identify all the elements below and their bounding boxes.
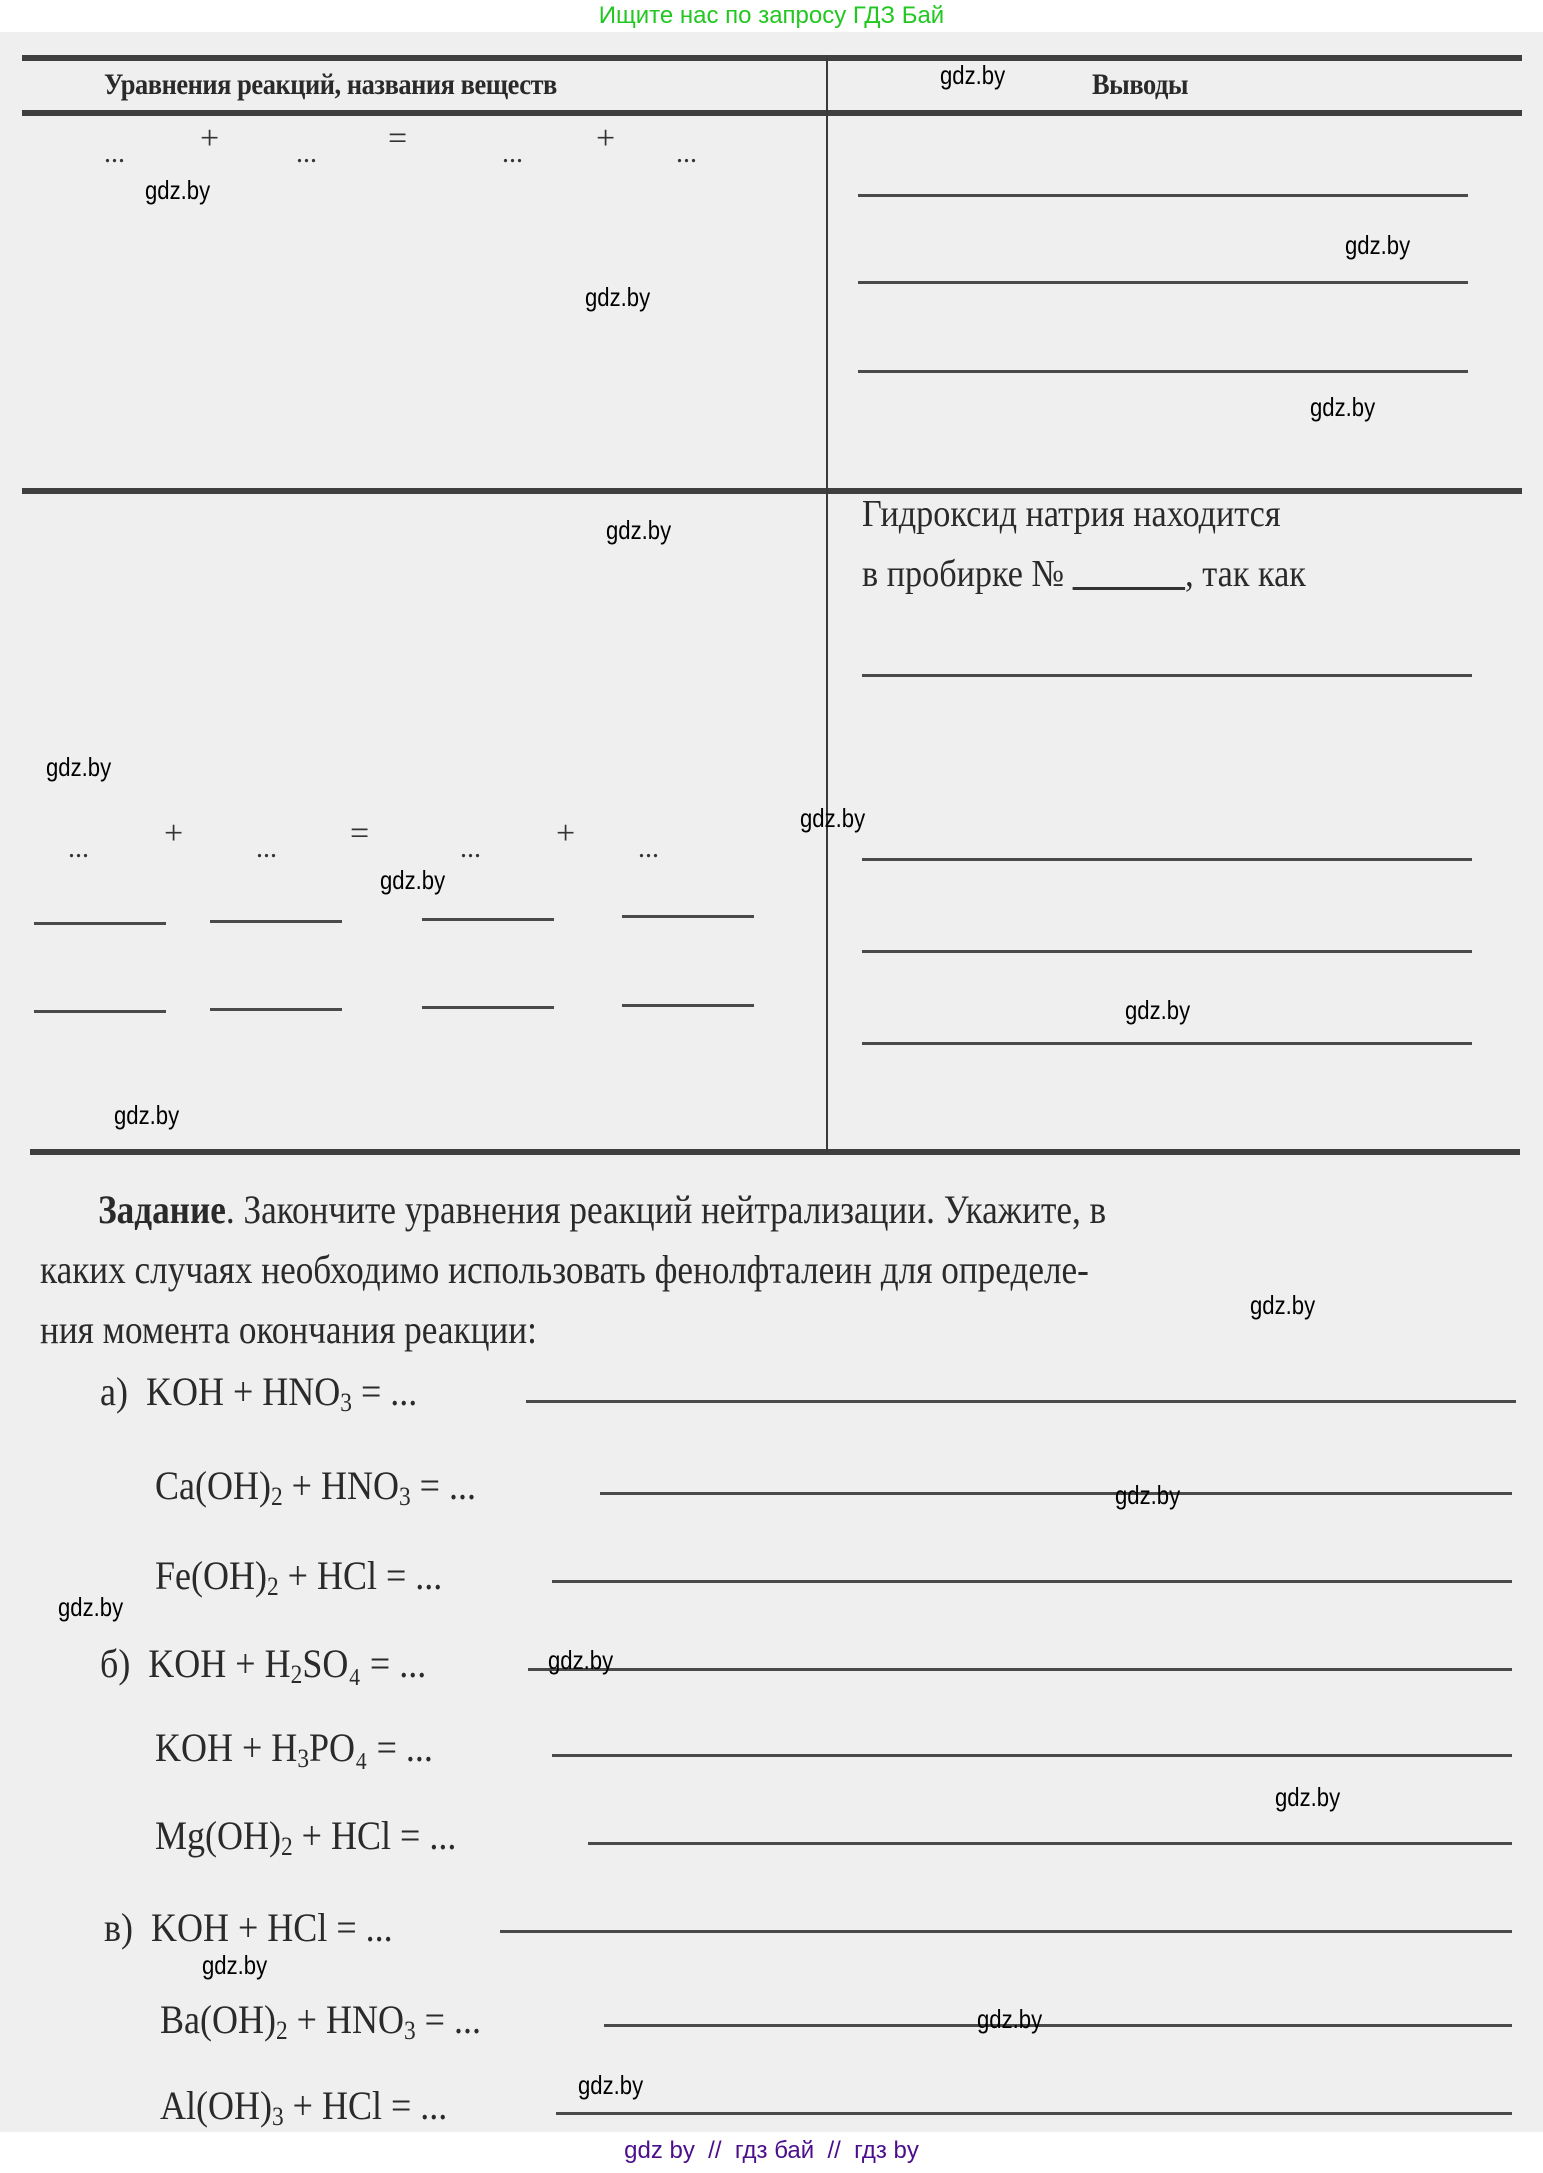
equation-item: а) KOH + $HNO_3$ = ... — [100, 1369, 418, 1417]
product-2-placeholder[interactable]: ... — [676, 138, 697, 169]
answer-blank-line[interactable] — [588, 1842, 1512, 1845]
footer-banner[interactable] — [0, 2132, 1543, 2173]
watermark: gdz.by — [380, 865, 446, 895]
answer-blank-line[interactable] — [556, 2112, 1512, 2115]
product-2-placeholder[interactable]: ... — [638, 833, 659, 864]
substance-name-blank[interactable] — [210, 1008, 342, 1011]
answer-blank-line[interactable] — [604, 2024, 1512, 2027]
conclusion-blank-line[interactable] — [858, 194, 1468, 197]
equation-item: $Fe(OH)_2$ + HCl = ... — [155, 1553, 443, 1601]
answer-blank-line[interactable] — [500, 1930, 1512, 1933]
watermark: gdz.by — [46, 752, 112, 782]
table-top-rule — [22, 55, 1522, 61]
conclusion-line-1: Гидроксид натрия находится — [862, 493, 1281, 535]
substance-name-blank[interactable] — [622, 915, 754, 918]
product-1-placeholder[interactable]: ... — [460, 833, 481, 864]
watermark: gdz.by — [585, 282, 651, 312]
watermark: gdz.by — [940, 60, 1006, 90]
substance-name-blank[interactable] — [622, 1004, 754, 1007]
answer-blank-line[interactable] — [528, 1668, 1512, 1671]
product-1-placeholder[interactable]: ... — [502, 138, 523, 169]
header-equations: Уравнения реакций, названия веществ — [104, 68, 557, 101]
answer-blank-line[interactable] — [600, 1492, 1512, 1495]
watermark: gdz.by — [1310, 392, 1376, 422]
conclusion-blank-line[interactable] — [862, 1042, 1472, 1045]
conclusion-blank-line[interactable] — [862, 858, 1472, 861]
conclusion-blank-line[interactable] — [862, 674, 1472, 677]
watermark: gdz.by — [606, 515, 672, 545]
watermark: gdz.by — [1250, 1290, 1316, 1320]
substance-name-blank[interactable] — [34, 1010, 166, 1013]
substance-name-blank[interactable] — [422, 1006, 554, 1009]
equation-item: $Ba(OH)_2 + HNO_3$ = ... — [160, 1997, 481, 2045]
watermark: gdz.by — [58, 1592, 124, 1622]
task-label: Задание — [98, 1187, 226, 1232]
plus-sign: + — [556, 815, 576, 852]
equation-item: $Ca(OH)_2 + HNO_3$ = ... — [155, 1463, 476, 1511]
conclusion-text — [862, 490, 1306, 598]
plus-sign: + — [200, 120, 220, 157]
table-bottom-rule — [30, 1149, 1520, 1155]
reactant-1-placeholder[interactable]: ... — [104, 138, 125, 169]
conclusion-blank-line[interactable] — [858, 281, 1468, 284]
conclusion-line-2: в пробирке № , так как — [862, 553, 1306, 595]
watermark: gdz.by — [578, 2070, 644, 2100]
watermark: gdz.by — [800, 803, 866, 833]
table-header-rule — [22, 110, 1522, 116]
answer-blank-line[interactable] — [552, 1754, 1512, 1757]
substance-name-blank[interactable] — [422, 918, 554, 921]
watermark: gdz.by — [1345, 230, 1411, 260]
equals-sign: = — [388, 120, 408, 157]
footer-text[interactable]: gdz by // гдз бай // гдз by — [624, 2137, 919, 2164]
watermark: gdz.by — [1125, 995, 1191, 1025]
equals-sign: = — [350, 815, 370, 852]
answer-blank-line[interactable] — [552, 1580, 1512, 1583]
equation-item: б) KOH + $H_2SO_4$ = ... — [100, 1641, 427, 1689]
header-conclusions: Выводы — [1092, 68, 1189, 101]
reactant-1-placeholder[interactable]: ... — [68, 833, 89, 864]
banner-text[interactable]: Ищите нас по запросу ГДЗ Бай — [598, 2, 945, 29]
plus-sign: + — [596, 120, 616, 157]
task-instructions: Задание. Закончите уравнения реакций нейтрализации. Укажите, в каких случаях необходимо использовать фенолфталеин для определе- ния момента окончания реакции: — [40, 1187, 1107, 1352]
reactant-2-placeholder[interactable]: ... — [296, 138, 317, 169]
answer-blank-line[interactable] — [526, 1400, 1516, 1403]
conclusion-blank-line[interactable] — [858, 370, 1468, 373]
equation-item: $Mg(OH)_2$ + HCl = ... — [155, 1813, 457, 1861]
equation-item: $Al(OH)_3$ + HCl = ... — [160, 2083, 448, 2131]
top-banner[interactable] — [0, 0, 1543, 32]
substance-name-blank[interactable] — [210, 920, 342, 923]
watermark: gdz.by — [114, 1100, 180, 1130]
equation-item: KOH + $H_3PO_4$ = ... — [155, 1725, 433, 1773]
watermark: gdz.by — [202, 1950, 268, 1980]
watermark: gdz.by — [1275, 1782, 1341, 1812]
reactant-2-placeholder[interactable]: ... — [256, 833, 277, 864]
watermark: gdz.by — [548, 1645, 614, 1675]
equation-item: в) KOH + HCl = ... — [104, 1905, 393, 1950]
conclusion-blank-line[interactable] — [862, 950, 1472, 953]
watermark: gdz.by — [977, 2004, 1043, 2034]
substance-name-blank[interactable] — [34, 922, 166, 925]
plus-sign: + — [164, 815, 184, 852]
watermark: gdz.by — [145, 175, 211, 205]
watermark: gdz.by — [1115, 1480, 1181, 1510]
table-column-divider — [826, 55, 828, 1152]
test-tube-number-blank[interactable] — [1073, 551, 1186, 590]
